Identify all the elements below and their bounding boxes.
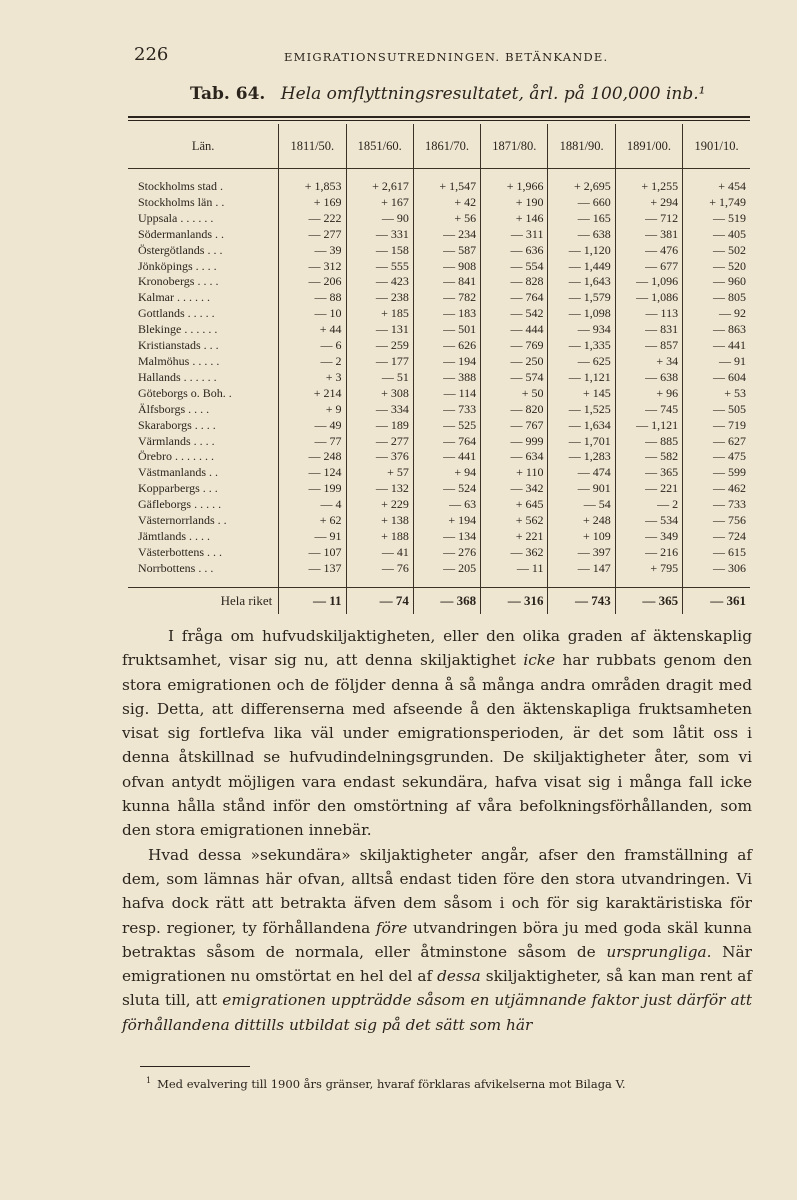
table-cell: — 1,335 — [548, 338, 615, 354]
table-cell: — 554 — [481, 259, 548, 275]
table-cell: — 626 — [413, 338, 480, 354]
table-cell: — 599 — [713, 465, 746, 480]
table-cell: — 525 — [413, 418, 480, 434]
table-cell: — 277 — [346, 434, 413, 450]
table-caption — [190, 84, 750, 104]
table-row — [128, 227, 750, 243]
table-cell: — 502 — [713, 242, 746, 257]
table-cell: — 342 — [481, 481, 548, 497]
table-cell: + 146 — [481, 211, 548, 227]
table-spacer — [128, 577, 750, 588]
table-row — [128, 481, 750, 497]
table-cell: — 999 — [481, 434, 548, 450]
table-cell: — 77 — [279, 434, 346, 450]
table-cell: — 312 — [279, 259, 346, 275]
table-cell: — 165 — [548, 211, 615, 227]
county-name: Jönköpings . . . . — [128, 259, 279, 275]
table-cell: + 62 — [279, 513, 346, 529]
text-run: skiljaktigheter, så kan man rent af sluta till, att — [122, 967, 752, 1010]
county-name: Örebro . . . . . . . — [128, 449, 279, 465]
table-cell: — 49 — [279, 418, 346, 434]
table-row — [128, 354, 750, 370]
table-cell: — 147 — [548, 561, 615, 577]
table-cell: + 645 — [481, 497, 548, 513]
table-cell: + 1,255 — [615, 179, 682, 195]
table-cell: — 2 — [615, 497, 682, 513]
table-cell: + 1,853 — [279, 179, 346, 195]
table-cell: — 627 — [713, 433, 746, 448]
table-cell: — 625 — [548, 354, 615, 370]
table-cell: + 3 — [279, 370, 346, 386]
table-cell: — 177 — [346, 354, 413, 370]
table-top-rule — [128, 116, 750, 118]
table-cell: + 94 — [413, 465, 480, 481]
table-row — [128, 449, 750, 465]
paragraph — [122, 624, 752, 843]
column-header: 1861/70. — [413, 124, 480, 169]
running-title: EMIGRATIONSUTREDNINGEN. BETÄNKANDE. — [284, 50, 609, 64]
table-cell: — 519 — [713, 210, 746, 225]
table-row — [128, 274, 750, 290]
table-cell: — 712 — [615, 211, 682, 227]
table-spacer — [128, 169, 750, 180]
table-cell: — 306 — [713, 560, 746, 575]
emphasis: före — [376, 918, 408, 937]
county-name: Västernorrlands . . — [128, 513, 279, 529]
table-cell: — 63 — [413, 497, 480, 513]
table-cell: — 92 — [719, 306, 746, 321]
table-cell: + 110 — [481, 465, 548, 481]
table-cell: — 542 — [481, 306, 548, 322]
table-row — [128, 370, 750, 386]
table-cell: — 615 — [713, 544, 746, 559]
table-cell: — 90 — [346, 211, 413, 227]
table-cell: — 41 — [346, 545, 413, 561]
county-name: Stockholms län . . — [128, 195, 279, 211]
table-cell: — 134 — [413, 529, 480, 545]
column-header: 1811/50. — [279, 124, 346, 169]
table-cell: + 2,617 — [346, 179, 413, 195]
table-cell: — 1,643 — [548, 274, 615, 290]
table-cell: — 934 — [548, 322, 615, 338]
table-row — [128, 418, 750, 434]
county-name: Västerbottens . . . — [128, 545, 279, 561]
county-name: Stockholms stad . — [128, 179, 279, 195]
footnote — [146, 1076, 756, 1091]
column-header: 1851/60. — [346, 124, 413, 169]
table-cell: — 441 — [713, 338, 746, 353]
table-cell: + 109 — [548, 529, 615, 545]
table-cell: + 248 — [548, 513, 615, 529]
table-cell: + 57 — [346, 465, 413, 481]
county-name: Södermanlands . . — [128, 227, 279, 243]
table-cell: — 1,449 — [548, 259, 615, 275]
table-row — [128, 465, 750, 481]
table-cell: — 908 — [413, 259, 480, 275]
footnote-rule — [140, 1066, 250, 1067]
table-cell: — 248 — [279, 449, 346, 465]
text-run: I fråga om hufvudskiljaktigheten, eller den olika graden af äktenskaplig fruktsamhet, visar sig nu, att denna skiljaktighet — [122, 627, 752, 670]
county-name: Västmanlands . . — [128, 465, 279, 481]
table-cell: — 276 — [413, 545, 480, 561]
table-cell: — 234 — [413, 227, 480, 243]
table-cell: — 91 — [279, 529, 346, 545]
table-cell: — 349 — [615, 529, 682, 545]
text-run: har rubbats genom den stora emigrationen och de följder denna å så många andra områden dragit med sig. Detta, att differenserna med afseende å den äktenskapliga fruktsamheten visat sig fortlefva lika väl under emigrationsperioden, är det som låtit oss i denna åtskillnad se hufvudindelningsgrunden. De skiljaktigheter åter, som vi ofvan antydt möjligen vara endast sekundära, hafva visat sig i många fall icke kunna hålla stånd inför den omstörtning af våra befolkningsförhållanden, som den stora emigrationen innebär. — [122, 651, 752, 840]
county-name: Kopparbergs . . . — [128, 481, 279, 497]
total-cell: — 743 — [548, 587, 615, 614]
footnote-mark: 1 — [146, 1076, 152, 1085]
table-cell: + 34 — [615, 354, 682, 370]
total-cell: — 11 — [279, 587, 346, 614]
table-cell: — 1,121 — [615, 418, 682, 434]
county-name: Kristianstads . . . — [128, 338, 279, 354]
table-cell: + 795 — [615, 561, 682, 577]
total-cell: — 316 — [481, 587, 548, 614]
emphasis: dessa — [437, 967, 481, 986]
table-cell: — 54 — [548, 497, 615, 513]
table-row — [128, 259, 750, 275]
table-cell: — 113 — [615, 306, 682, 322]
table-cell: — 91 — [719, 353, 746, 368]
table-cell: — 365 — [615, 465, 682, 481]
table-cell: — 857 — [615, 338, 682, 354]
table-cell: — 132 — [346, 481, 413, 497]
table-cell: + 194 — [413, 513, 480, 529]
table-cell: — 901 — [548, 481, 615, 497]
table-cell: — 259 — [346, 338, 413, 354]
table-cell: — 107 — [279, 545, 346, 561]
table-cell: — 475 — [713, 449, 746, 464]
table-cell: — 764 — [481, 290, 548, 306]
table-cell: — 76 — [346, 561, 413, 577]
table-cell: — 158 — [346, 243, 413, 259]
table-cell: — 660 — [548, 195, 615, 211]
table-cell: + 188 — [346, 529, 413, 545]
table-cell: + 214 — [279, 386, 346, 402]
table-cell: — 441 — [413, 449, 480, 465]
table-label: Tab. 64. — [190, 84, 266, 104]
table-cell: + 53 — [724, 385, 746, 400]
table-cell: — 311 — [481, 227, 548, 243]
table-cell: — 960 — [713, 274, 746, 289]
table-cell: — 388 — [413, 370, 480, 386]
table-cell: + 190 — [481, 195, 548, 211]
table-cell: — 462 — [713, 481, 746, 496]
table-cell: — 381 — [615, 227, 682, 243]
migration-table — [128, 124, 750, 614]
table-cell: + 1,966 — [481, 179, 548, 195]
table-cell: — 604 — [713, 369, 746, 384]
table-cell: + 145 — [548, 386, 615, 402]
table-row — [128, 434, 750, 450]
table-cell: — 1,086 — [615, 290, 682, 306]
county-name: Kalmar . . . . . . — [128, 290, 279, 306]
table-cell: — 474 — [548, 465, 615, 481]
table-cell: + 138 — [346, 513, 413, 529]
table-cell: — 764 — [413, 434, 480, 450]
table-cell: + 96 — [615, 386, 682, 402]
table-cell: — 250 — [481, 354, 548, 370]
table-cell: — 885 — [615, 434, 682, 450]
table-cell: — 767 — [481, 418, 548, 434]
column-header: 1901/10. — [683, 124, 750, 169]
emphasis: icke — [523, 651, 556, 670]
county-name: Göteborgs o. Boh. . — [128, 386, 279, 402]
table-cell: + 2,695 — [548, 179, 615, 195]
table-cell: — 423 — [346, 274, 413, 290]
table-cell: — 745 — [615, 402, 682, 418]
table-cell: — 277 — [279, 227, 346, 243]
table-cell: + 56 — [413, 211, 480, 227]
table-cell: — 1,579 — [548, 290, 615, 306]
total-row — [128, 587, 750, 614]
table-cell: — 6 — [279, 338, 346, 354]
table-cell: + 42 — [413, 195, 480, 211]
total-label: Hela riket — [128, 587, 279, 614]
table-cell: — 520 — [713, 258, 746, 273]
table-cell: — 1,283 — [548, 449, 615, 465]
table-row — [128, 386, 750, 402]
table-cell: — 831 — [615, 322, 682, 338]
table-cell: — 216 — [615, 545, 682, 561]
total-cell: — 74 — [346, 587, 413, 614]
table-cell: — 501 — [413, 322, 480, 338]
table-cell: — 2 — [279, 354, 346, 370]
total-cell: — 365 — [615, 587, 682, 614]
table-cell: — 828 — [481, 274, 548, 290]
table-cell: — 1,634 — [548, 418, 615, 434]
table-cell: — 805 — [713, 290, 746, 305]
table-cell: — 444 — [481, 322, 548, 338]
table-cell: — 534 — [615, 513, 682, 529]
table-cell: — 334 — [346, 402, 413, 418]
table-cell: — 756 — [713, 513, 746, 528]
table-row — [128, 306, 750, 322]
column-header: Län. — [128, 124, 279, 169]
table-cell: + 185 — [346, 306, 413, 322]
table-cell: — 1,120 — [548, 243, 615, 259]
table-cell: — 863 — [713, 322, 746, 337]
table-cell: + 169 — [279, 195, 346, 211]
table-row — [128, 322, 750, 338]
table-cell: + 9 — [279, 402, 346, 418]
table-cell: + 1,749 — [709, 194, 746, 209]
county-name: Värmlands . . . . — [128, 434, 279, 450]
page-number: 226 — [134, 44, 169, 65]
table-cell: — 505 — [713, 401, 746, 416]
table-cell: — 39 — [279, 243, 346, 259]
table-cell: — 189 — [346, 418, 413, 434]
table-row — [128, 179, 750, 195]
table-cell: — 634 — [481, 449, 548, 465]
table-cell: — 1,701 — [548, 434, 615, 450]
table-cell: — 636 — [481, 243, 548, 259]
table-cell: — 1,525 — [548, 402, 615, 418]
county-name: Gäfleborgs . . . . . — [128, 497, 279, 513]
body-text — [122, 624, 752, 1037]
table-cell: — 476 — [615, 243, 682, 259]
table-cell: — 405 — [713, 226, 746, 241]
county-name: Norrbottens . . . — [128, 561, 279, 577]
column-header: 1881/90. — [548, 124, 615, 169]
table-cell: — 4 — [279, 497, 346, 513]
table-cell: + 167 — [346, 195, 413, 211]
table-cell: — 205 — [413, 561, 480, 577]
table-cell: — 362 — [481, 545, 548, 561]
table-row — [128, 195, 750, 211]
table-cell: — 331 — [346, 227, 413, 243]
table-cell: — 524 — [413, 481, 480, 497]
table-cell: + 44 — [279, 322, 346, 338]
table-cell: — 587 — [413, 243, 480, 259]
table-cell: — 206 — [279, 274, 346, 290]
table-cell: — 574 — [481, 370, 548, 386]
table-row — [128, 243, 750, 259]
table-row — [128, 529, 750, 545]
table-cell: — 841 — [413, 274, 480, 290]
county-name: Jämtlands . . . . — [128, 529, 279, 545]
county-name: Älfsborgs . . . . — [128, 402, 279, 418]
county-name: Hallands . . . . . . — [128, 370, 279, 386]
table-cell: + 562 — [481, 513, 548, 529]
emphasis: ursprungliga. — [606, 942, 712, 961]
table-cell: + 294 — [615, 195, 682, 211]
county-name: Kronobergs . . . . — [128, 274, 279, 290]
table-cell: — 724 — [713, 528, 746, 543]
table-row — [128, 338, 750, 354]
table-cell: — 194 — [413, 354, 480, 370]
text-run: När emigrationen nu omstörtat en hel del af — [122, 942, 752, 986]
table-cell: — 638 — [548, 227, 615, 243]
table-cell: + 454 — [718, 179, 746, 193]
table-cell: — 124 — [279, 465, 346, 481]
table-cell: — 238 — [346, 290, 413, 306]
paragraph — [122, 843, 752, 1037]
table-cell: — 782 — [413, 290, 480, 306]
table-cell: + 1,547 — [413, 179, 480, 195]
table-cell: — 1,121 — [548, 370, 615, 386]
table-cell: — 51 — [346, 370, 413, 386]
table-row — [128, 497, 750, 513]
table-row — [128, 513, 750, 529]
table-cell: — 733 — [413, 402, 480, 418]
table-cell: + 221 — [481, 529, 548, 545]
table-row — [128, 561, 750, 577]
table-row — [128, 545, 750, 561]
text-run: Hvad dessa »sekundära» skiljaktigheter angår, afser den framställning af dem, som lämnas här ofvan, alltså endast tiden före den stora utvandringen. Vi hafva dock rätt att betrakta äfven dem såsom i och för sig karaktäristiska för resp. regioner, ty förhållandena — [122, 845, 752, 937]
table-cell: + 229 — [346, 497, 413, 513]
table-cell: — 10 — [279, 306, 346, 322]
county-name: Östergötlands . . . — [128, 243, 279, 259]
county-name: Uppsala . . . . . . — [128, 211, 279, 227]
table-cell: — 397 — [548, 545, 615, 561]
table-cell: — 769 — [481, 338, 548, 354]
table-cell: — 820 — [481, 402, 548, 418]
table-body — [128, 169, 750, 614]
table-cell: — 131 — [346, 322, 413, 338]
county-name: Malmöhus . . . . . — [128, 354, 279, 370]
table-header-row — [128, 124, 750, 169]
table-title: Hela omflyttningsresultatet, årl. på 100,000 inb.¹ — [280, 84, 706, 104]
column-header: 1891/00. — [615, 124, 682, 169]
county-name: Gottlands . . . . . — [128, 306, 279, 322]
table-cell: — 733 — [713, 497, 746, 512]
county-name: Blekinge . . . . . . — [128, 322, 279, 338]
table-cell: — 1,098 — [548, 306, 615, 322]
total-cell: — 361 — [683, 587, 750, 614]
table-cell: + 308 — [346, 386, 413, 402]
table-cell: — 376 — [346, 449, 413, 465]
table-cell: — 11 — [481, 561, 548, 577]
table-cell: — 88 — [279, 290, 346, 306]
column-header: 1871/80. — [481, 124, 548, 169]
text-run: utvandringen böra ju med goda skäl kunna betraktas såsom de normala, eller åtminstone såsom de — [122, 918, 752, 961]
table-cell: — 677 — [615, 259, 682, 275]
table-cell: — 199 — [279, 481, 346, 497]
table-cell: — 638 — [615, 370, 682, 386]
footnote-text: Med evalvering till 1900 års gränser, hvaraf förklaras afvikelserna mot Bilaga V. — [157, 1076, 626, 1091]
table-cell: — 555 — [346, 259, 413, 275]
table-row — [128, 290, 750, 306]
table-cell: — 582 — [615, 449, 682, 465]
table-cell: — 222 — [279, 211, 346, 227]
table-cell: — 183 — [413, 306, 480, 322]
table-cell: — 719 — [713, 417, 746, 432]
table-cell: — 221 — [615, 481, 682, 497]
table-row — [128, 402, 750, 418]
table-row — [128, 211, 750, 227]
emphasis: emigrationen uppträdde såsom en utjämnande faktor just därför att förhållandena dittills utbildat sig på det sätt som här — [122, 991, 752, 1034]
table-cell: — 137 — [279, 561, 346, 577]
table-cell: + 50 — [481, 386, 548, 402]
total-cell: — 368 — [413, 587, 480, 614]
table-top-rule-thin — [128, 120, 750, 121]
table-cell: — 114 — [413, 386, 480, 402]
county-name: Skaraborgs . . . . — [128, 418, 279, 434]
table-cell: — 1,096 — [615, 274, 682, 290]
